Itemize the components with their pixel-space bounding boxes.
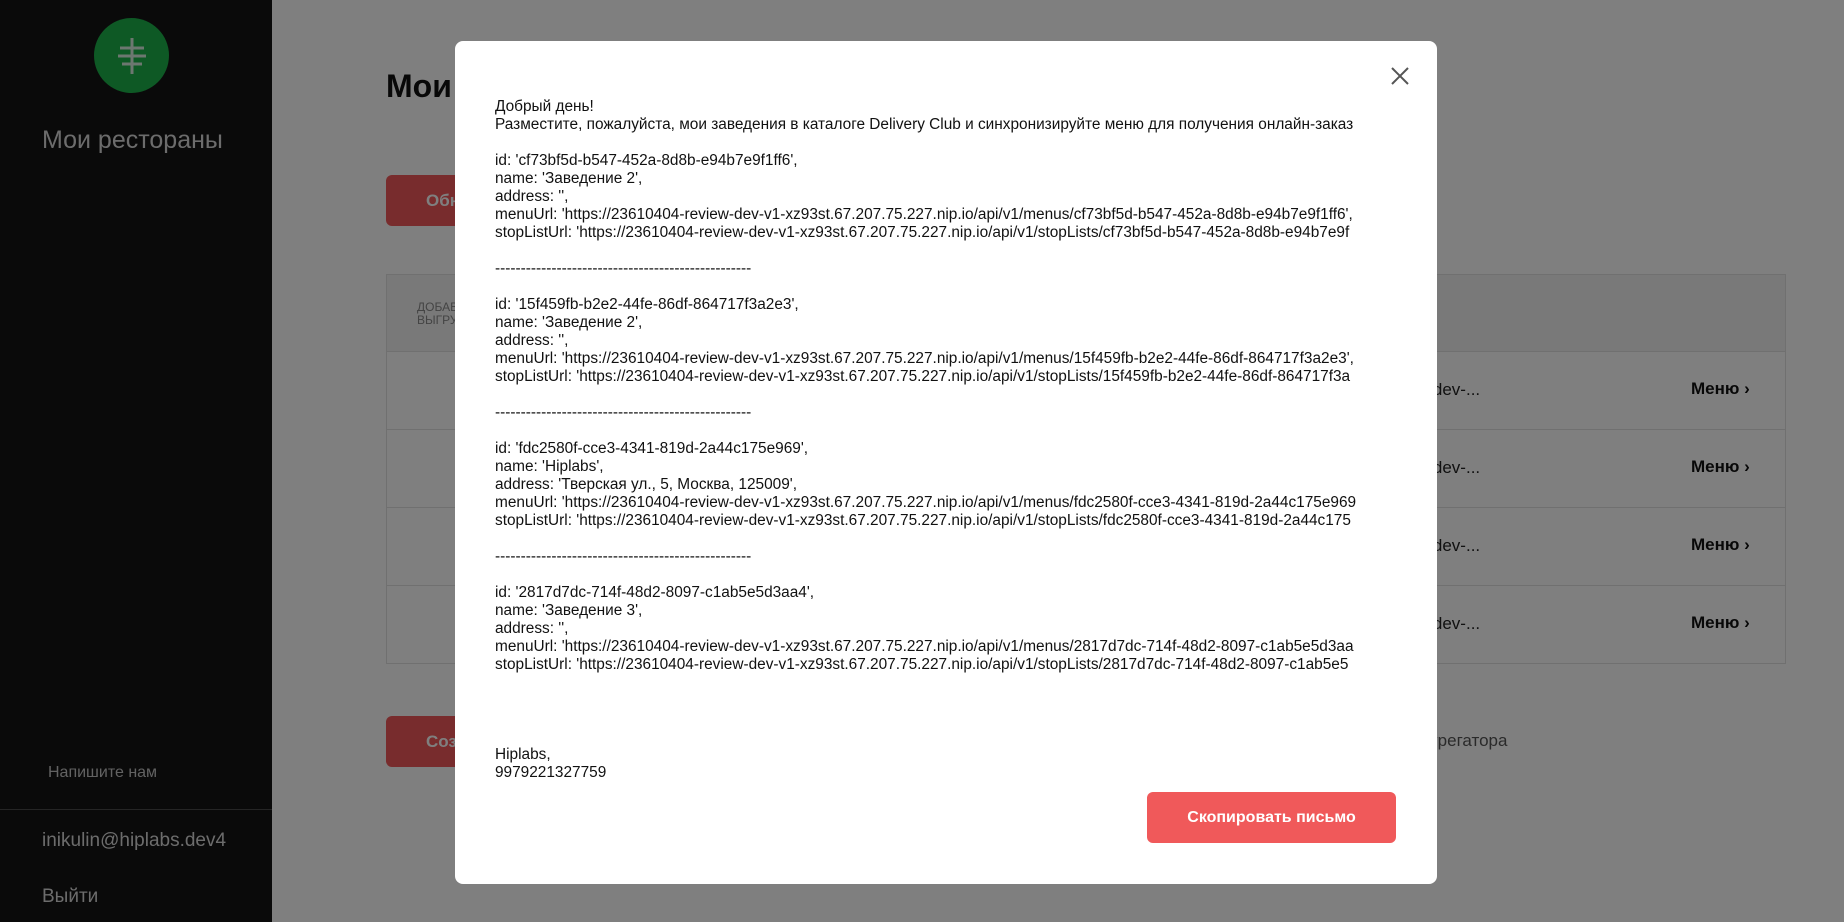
close-icon[interactable] (1387, 63, 1413, 89)
letter-text: Добрый день! Разместите, пожалуйста, мои заведения в каталоге Delivery Club и синхронизируйте меню для получения онлайн-заказ id: 'cf73bf5d-b547-452a-8d8b-e94b7e9f1ff6', name: 'Заведение 2', address: '', menuUrl: 'https://23610404-review-dev-v1-xz93st.67.207.75.227.nip.io/api/v1/menus/cf73bf5d-b547-452a-8d8b-e94b7e9f1ff6', stopListUrl: 'https://23610404-review-dev-v1-xz93st.67.207.75.227.nip.io/api/v1/stopLists/cf73bf5d-b547-452a-8d8b-e94b7e9f -------------------------------------------------- id: '15f459fb-b2e2-44fe-86df-864717f3a2e3', name: 'Заведение 2', address: '', menuUrl: 'https://23610404-review-dev-v1-xz93st.67.207.75.227.nip.io/api/v1/menus/15f459fb-b2e2-44fe-86df-864717f3a2e3', stopListUrl: 'https://23610404-review-dev-v1-xz93st.67.207.75.227.nip.io/api/v1/stopLists/15f459fb-b2e2-44fe-86df-864717f3a -------------------------------------------------- id: 'fdc2580f-cce3-4341-819d-2a44c175e969', name: 'Hiplabs', address: 'Тверская ул., 5, Москва, 125009', menuUrl: 'https://23610404-review-dev-v1-xz93st.67.207.75.227.nip.io/api/v1/menus/fdc2580f-cce3-4341-819d-2a44c175e969 stopListUrl: 'https://23610404-review-dev-v1-xz93st.67.207.75.227.nip.io/api/v1/stopLists/fdc2580f-cce3-4341-819d-2a44c175 -------------------------------------------------- id: '2817d7dc-714f-48d2-8097-c1ab5e5d3aa4', name: 'Заведение 3', address: '', menuUrl: 'https://23610404-review-dev-v1-xz93st.67.207.75.227.nip.io/api/v1/menus/2817d7dc-714f-48d2-8097-c1ab5e5d3aa stopListUrl: 'https://23610404-review-dev-v1-xz93st.67.207.75.227.nip.io/api/v1/stopLists/2817d7dc-714f-48d2-8097-c1ab5e5 Hiplabs, 9979221327759 (495, 98, 1357, 781)
copy-letter-button[interactable]: Скопировать письмо (1147, 792, 1396, 843)
letter-modal (455, 41, 1437, 884)
